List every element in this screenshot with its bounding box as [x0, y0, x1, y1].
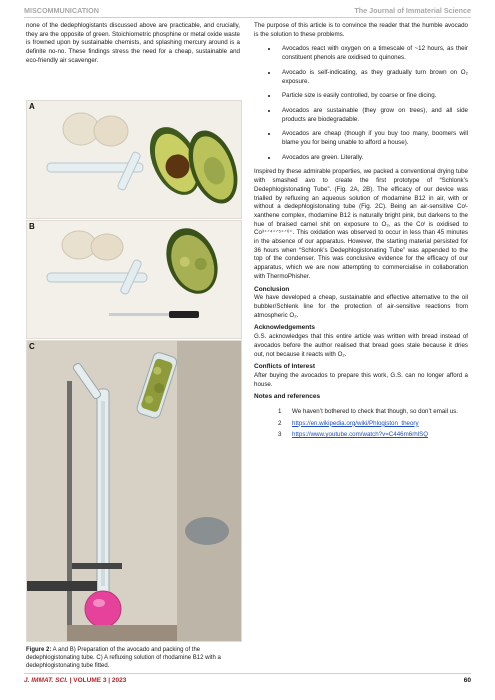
- notes-heading: Notes and references: [254, 393, 321, 401]
- figure-panel-a: [26, 100, 242, 219]
- caption-text: A and B) Preparation of the avocado and packing of the dedephlogistonating tube. C) A refluxing solution of rhodamine B12 with a dedephlogistonating tube fitted.: [26, 647, 221, 669]
- acknowledgements-paragraph: G.S. acknowledges that this entire article was written with bread instead of avocados before the author realised that bread goes stale because it dries out, not because it reacts with O₂.: [254, 333, 468, 358]
- reference-number: 2: [278, 419, 282, 427]
- list-item: • Avocado is self-indicating, as they gradually turn brown on O₂ exposure.: [278, 69, 468, 86]
- photo-avocado-halves: [27, 101, 241, 218]
- panel-label: A: [29, 102, 35, 111]
- reference-link[interactable]: https://en.wikipedia.org/wiki/Phlogiston_theory: [292, 419, 419, 427]
- body-paragraph: Inspired by these admirable properties, we packed a conventional drying tube with smashed avo to create the first prototype of “Schlonk’s Dedephlogistonating Tube”. (Fig. 2A, 2B). The efficacy of our device was trialled by refluxing an aqueous solution of rhodamine B12 in air, with or without a dedephlogistonating tube (Fig. 2C). Being an air-sensitive Coᴵ-xanthene complex, rhodamine B12 is naturally bright pink, but darkens to the hue of braised camel shit on exposure to O₂, as the Coᴵ is oxidised to Co³⁺ᐟ⁴⁺ᐟ⁵⁺ᐟ⁶⁺. This oxidation was observed to occur in less than 45 minutes in the absence of our apparatus. However, the starting material persisted for 36 hours when “Schlonk’s Dedephlogistonating Tube” was appended to the top of the condenser. This was conclusive evidence for the efficacy of our apparatus, which we are now attempting to commercialise in collaboration with ThermoPhisher.: [254, 168, 468, 280]
- photo-reflux-setup: [27, 341, 241, 641]
- caption-label: Figure 2:: [26, 647, 52, 653]
- panel-label: B: [29, 222, 35, 231]
- figure-caption: [26, 646, 240, 670]
- conclusion-heading: Conclusion: [254, 285, 290, 293]
- footer-volume: | VOLUME 3 | 2023: [67, 677, 127, 684]
- panel-label: C: [29, 342, 35, 351]
- left-column: [26, 22, 240, 70]
- reference-link[interactable]: https://www.youtube.com/watch?v=C446m6rhlSQ: [292, 431, 429, 439]
- list-item: • Avocados are green. Literally.: [278, 154, 468, 163]
- list-item: • Avocados are sustainable (they grow on trees), and all side products are biodegradable.: [278, 107, 468, 124]
- reference-text: We haven’t bothered to check that though, so don’t email us.: [292, 408, 459, 416]
- avocado-properties-list: [254, 45, 468, 162]
- reference-number: 1: [278, 408, 282, 416]
- running-header: [24, 5, 471, 18]
- conflicts-heading: Conflicts of Interest: [254, 363, 316, 371]
- page-number: 60: [463, 677, 471, 684]
- acknowledgements-heading: Acknowledgements: [254, 324, 316, 332]
- section-label: MISCOMMUNICATION: [24, 6, 99, 15]
- left-paragraph: none of the dedephlogistants discussed above are practicable, and crucially, they are the opposite of green. Stoichiometric phosphine or metal oxide waste is frowned upon by sustainable chemists, and splashing mercury around is a definite no-no. These findings stress the need for a cheap, sustainable and eco-friendly air scavenger.: [26, 22, 240, 64]
- reference-item: [278, 420, 468, 429]
- figure-2: [26, 100, 240, 640]
- conclusion-paragraph: We have developed a cheap, sustainable and effective alternative to the oil bubbler/Schlenk line for the protection of air-sensitive reactions from atmospheric O₂.: [254, 294, 468, 319]
- footer-journal: J. IMMAT. SCI.: [24, 677, 68, 684]
- conflicts-paragraph: After buying the avocados to prepare this work, G.S. can no longer afford a house.: [254, 371, 468, 388]
- intro-paragraph: The purpose of this article is to convince the reader that the humble avocado is the solution to these problems.: [254, 22, 468, 38]
- journal-name: The Journal of Immaterial Science: [354, 6, 471, 15]
- list-item: • Avocados are cheap (though if you buy too many, boomers will blame you for being unable to afford a house).: [278, 130, 468, 147]
- reference-list: [254, 408, 468, 440]
- reference-number: 3: [278, 431, 282, 439]
- right-column: [254, 22, 468, 444]
- photo-packed-tube: [27, 221, 241, 338]
- list-item: • Particle size is easily controlled, by coarse or fine dicing.: [278, 92, 468, 101]
- reference-item: [278, 408, 468, 417]
- list-item: • Avocados react with oxygen on a timescale of ~12 hours, as their constituent phenols are oxidised to quinones.: [278, 45, 468, 62]
- page-footer: [24, 673, 471, 687]
- figure-panel-c: [26, 340, 242, 642]
- reference-item: [278, 431, 468, 440]
- figure-panel-b: [26, 220, 242, 339]
